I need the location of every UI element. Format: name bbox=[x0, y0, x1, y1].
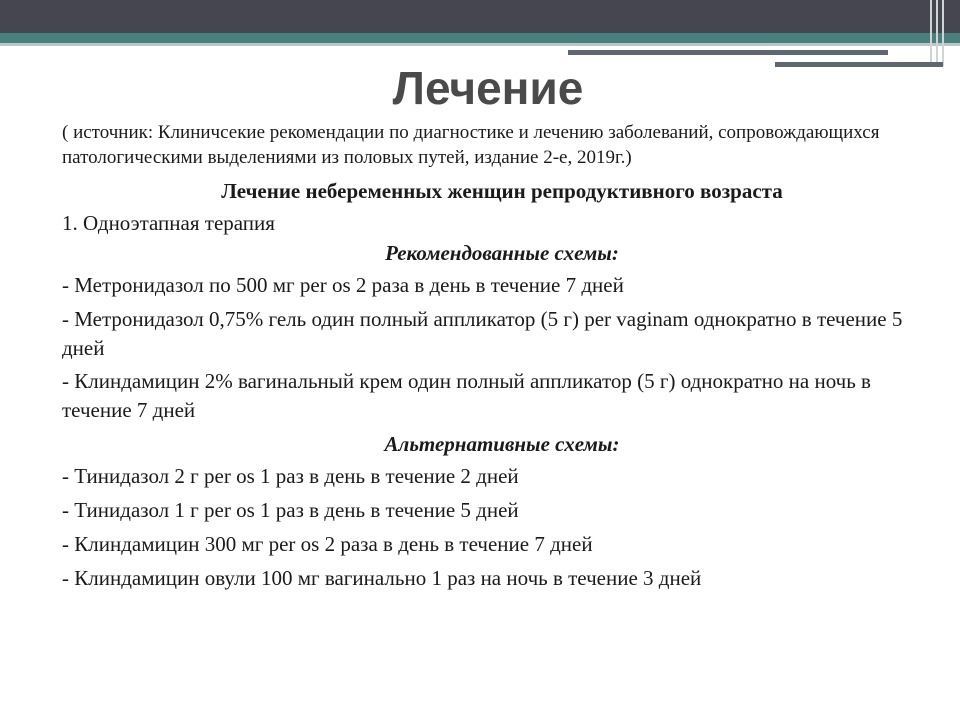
recommended-heading: Рекомендованные схемы: bbox=[385, 241, 619, 265]
source-note: ( источник: Клиничсекие рекомендации по диагностике и лечению заболеваний, сопровождающихся патологическими выделениями из половых путей, издание 2-е, 2019г.) bbox=[62, 122, 880, 168]
section-heading: Лечение небеременных женщин репродуктивного возраста bbox=[221, 179, 783, 203]
decor-stripe bbox=[942, 0, 944, 66]
header-band-light bbox=[0, 43, 960, 46]
list-item: - Тинидазол 2 г per os 1 раз в день в течение 2 дней bbox=[62, 464, 519, 488]
list-item: - Тинидазол 1 г per os 1 раз в день в течение 5 дней bbox=[62, 498, 519, 522]
list-item: - Метронидазол по 500 мг per os 2 раза в день в течение 7 дней bbox=[62, 273, 624, 297]
list-item: - Метронидазол 0,75% гель один полный аппликатор (5 г) per vaginam однократно в течение 5 дней bbox=[62, 307, 903, 360]
slide-title: Лечение bbox=[392, 62, 584, 114]
alternative-heading: Альтернативные схемы: bbox=[384, 432, 620, 456]
decor-stripe bbox=[930, 0, 932, 66]
header-band-dark bbox=[0, 0, 960, 33]
list-item: - Клиндамицин 300 мг per os 2 раза в день в течение 7 дней bbox=[62, 532, 593, 556]
decor-bar bbox=[568, 50, 888, 55]
decor-stripe bbox=[936, 0, 938, 66]
slide-content bbox=[62, 120, 942, 598]
header-band-teal bbox=[0, 33, 960, 43]
list-item: - Клиндамицин 2% вагинальный крем один полный аппликатор (5 г) однократно на ночь в течение 7 дней bbox=[62, 369, 871, 422]
therapy-step: 1. Одноэтапная терапия bbox=[62, 211, 275, 235]
list-item: - Клиндамицин овули 100 мг вагинально 1 раз на ночь в течение 3 дней bbox=[62, 566, 702, 590]
